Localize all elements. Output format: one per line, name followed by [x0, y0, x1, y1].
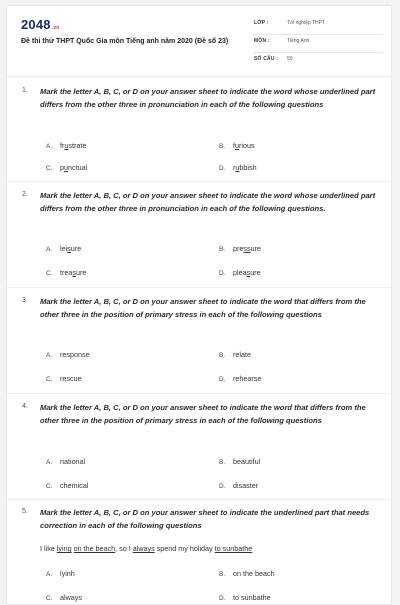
exam-header — [7, 6, 391, 70]
meta-row-subject — [253, 35, 383, 53]
question-separator — [7, 287, 391, 288]
question-prompt: Mark the letter A, B, C, or D on your answer sheet to indicate the word that differs from the other three in the position of primary stress in each of the following questions — [40, 297, 366, 319]
meta-label: SỐ CÂU : — [254, 56, 279, 62]
option-d[interactable] — [219, 268, 261, 277]
option-text: treasure — [60, 268, 87, 277]
option-letter: B. — [219, 459, 226, 466]
option-text: rubbish — [233, 163, 257, 172]
meta-label: LỚP : — [254, 20, 269, 26]
option-b[interactable] — [219, 350, 251, 359]
option-letter: C. — [46, 376, 53, 383]
meta-row-count — [253, 53, 383, 70]
option-a[interactable] — [46, 457, 85, 466]
question-number: 2. — [22, 191, 28, 198]
option-letter: A. — [46, 571, 53, 578]
option-letter: D. — [219, 483, 226, 490]
option-text: beautiful — [233, 457, 261, 466]
option-c[interactable] — [46, 481, 88, 490]
option-letter: D. — [219, 270, 226, 277]
exam-sheet — [6, 5, 392, 605]
option-d[interactable] — [219, 163, 257, 172]
option-letter: B. — [219, 571, 226, 578]
logo-suffix: .vn — [51, 25, 60, 31]
question-number: 4. — [22, 403, 28, 410]
option-text: lyinh — [60, 569, 75, 578]
option-text: relate — [233, 350, 251, 359]
option-text: rescue — [60, 374, 82, 383]
option-letter: D. — [219, 595, 226, 602]
option-text: pressure — [233, 244, 261, 253]
option-letter: B. — [219, 143, 226, 150]
option-text: national — [60, 457, 86, 466]
question-number: 3. — [22, 297, 28, 304]
option-b[interactable] — [219, 244, 261, 253]
question-separator — [7, 499, 391, 500]
logo-text: 2048 — [21, 17, 51, 32]
question-prompt: Mark the letter A, B, C, or D on your answer sheet to indicate the word whose underlined part differs from the other three in pronunciation in each of the following questions. — [40, 191, 376, 213]
exam-title: Đề thi thử THPT Quốc Gia môn Tiếng anh năm 2020 (Đề số 23) — [21, 38, 229, 45]
option-letter: C. — [46, 595, 53, 602]
question-prompt: Mark the letter A, B, C, or D on your answer sheet to indicate the word whose underlined part differs from the other three in pronunciation in each of the following questions — [40, 87, 376, 109]
meta-value: 50 — [287, 56, 293, 62]
option-letter: A. — [46, 246, 53, 253]
option-c[interactable] — [46, 268, 86, 277]
exam-meta — [253, 17, 383, 70]
option-letter: A. — [46, 352, 53, 359]
option-letter: B. — [219, 352, 226, 359]
question-separator — [7, 393, 391, 394]
option-letter: D. — [219, 376, 226, 383]
option-text: leisure — [60, 244, 82, 253]
meta-value: Tốt nghiệp THPT — [287, 20, 325, 26]
option-text: chemical — [60, 481, 89, 490]
option-letter: C. — [46, 270, 53, 277]
option-text: furious — [233, 141, 255, 150]
option-letter: C. — [46, 165, 53, 172]
option-d[interactable] — [219, 374, 261, 383]
question-prompt: Mark the letter A, B, C, or D on your answer sheet to indicate the word that differs from the other three in the position of primary stress in each of the following questions — [40, 403, 366, 425]
option-c[interactable] — [46, 374, 82, 383]
option-b[interactable] — [219, 569, 275, 578]
meta-value: Tiếng Anh — [287, 38, 310, 44]
option-letter: A. — [46, 143, 53, 150]
meta-row-class — [253, 17, 383, 35]
question-number: 1. — [22, 87, 28, 94]
option-letter: A. — [46, 459, 53, 466]
option-text: punctual — [60, 163, 88, 172]
option-letter: D. — [219, 165, 226, 172]
question-number: 5. — [22, 508, 28, 515]
option-d[interactable] — [219, 481, 258, 490]
option-text: frustrate — [60, 141, 87, 150]
option-text: rehearse — [233, 374, 262, 383]
option-a[interactable] — [46, 141, 86, 150]
option-text: disaster — [233, 481, 259, 490]
question-separator — [7, 181, 391, 182]
option-c[interactable] — [46, 593, 82, 602]
site-logo[interactable] — [21, 17, 60, 32]
option-text: always — [60, 593, 82, 602]
option-text: pleasure — [233, 268, 261, 277]
header-divider — [7, 76, 391, 77]
option-b[interactable] — [219, 457, 260, 466]
option-c[interactable] — [46, 163, 87, 172]
option-text: on the beach — [233, 569, 275, 578]
option-text: to sunbathe — [233, 593, 271, 602]
question-statement: I like lying on the beach, so I always spend my holiday to sunbathe — [40, 544, 253, 553]
option-letter: C. — [46, 483, 53, 490]
option-a[interactable] — [46, 244, 81, 253]
question-prompt: Mark the letter A, B, C, or D on your answer sheet to indicate the underlined part that needs correction in each of the following questions — [40, 508, 370, 530]
option-a[interactable] — [46, 350, 90, 359]
option-d[interactable] — [219, 593, 271, 602]
option-b[interactable] — [219, 141, 255, 150]
meta-label: MÔN : — [254, 38, 270, 44]
option-text: response — [60, 350, 90, 359]
option-letter: B. — [219, 246, 226, 253]
option-a[interactable] — [46, 569, 75, 578]
